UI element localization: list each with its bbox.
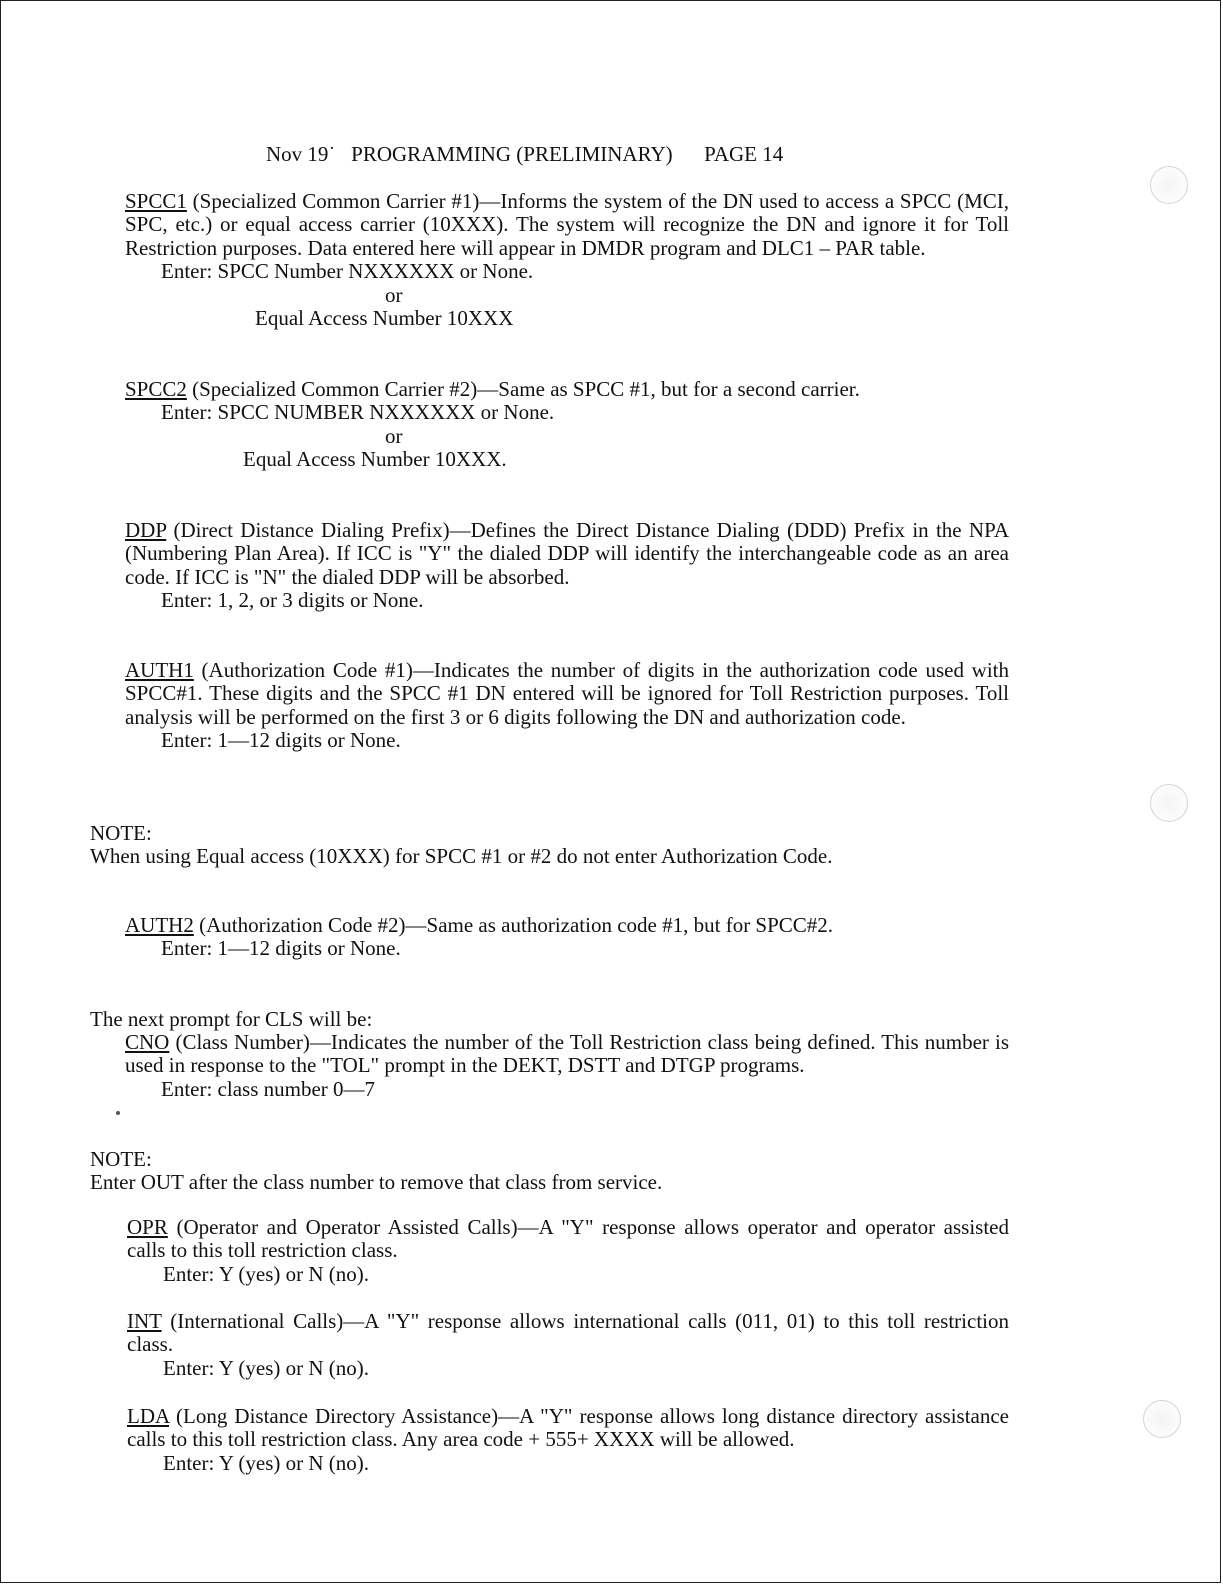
spcc2-term: SPCC2: [125, 377, 187, 401]
spcc2-or: or: [385, 423, 403, 448]
punch-hole-middle: [1150, 784, 1188, 822]
auth1-term: AUTH1: [125, 658, 194, 682]
cno-enter: Enter: class number 0—7: [161, 1076, 376, 1101]
punch-hole-top: [1150, 166, 1188, 204]
note2-label: NOTE:: [90, 1147, 152, 1171]
auth1-section: [125, 659, 1009, 753]
page-header: Nov 19˙ PROGRAMMING (PRELIMINARY) PAGE 14: [266, 142, 784, 166]
note1-text: When using Equal access (10XXX) for SPCC #1 or #2 do not enter Authorization Code.: [90, 844, 833, 869]
opr-enter: Enter: Y (yes) or N (no).: [163, 1261, 370, 1286]
spcc2-description: SPCC2 (Specialized Common Carrier #2)—Same as SPCC #1, but for a second carrier.: [125, 377, 860, 401]
cno-description: CNO (Class Number)—Indicates the number of the Toll Restriction class being defined. This number is used in response to the "TOL" prompt in the DEKT, DSTT and DTGP programs.: [125, 1030, 1009, 1078]
auth2-section: [125, 914, 1009, 961]
spcc1-description: SPCC1 (Specialized Common Carrier #1)—Informs the system of the DN used to access a SPCC (MCI, SPC, etc.) or equal access carrier (10XXX). The system will recognize the DN and ignore it for Toll Restriction purposes. Data entered here will appear in DMDR program and DLC1 – PAR table.: [125, 189, 1009, 260]
note1-section: [90, 822, 1009, 869]
spcc1-or: or: [385, 282, 403, 307]
auth1-description: AUTH1 (Authorization Code #1)—Indicates the number of digits in the authorization code used with SPCC#1. These digits and the SPCC #1 DN entered will be ignored for Toll Restriction purposes. Toll analysis will be performed on the first 3 or 6 digits following the DN and authorization code.: [125, 658, 1009, 729]
auth2-term: AUTH2: [125, 913, 194, 937]
int-enter: Enter: Y (yes) or N (no).: [163, 1355, 370, 1380]
opr-section: [127, 1216, 1009, 1286]
lda-description: LDA (Long Distance Directory Assistance)—A "Y" response allows long distance directory assistance calls to this toll restriction class. Any area code + 555+ XXXX will be allowed.: [127, 1404, 1009, 1452]
lda-section: [127, 1405, 1009, 1475]
ddp-section: [125, 519, 1009, 613]
note2-text: Enter OUT after the class number to remove that class from service.: [90, 1170, 663, 1195]
opr-description: OPR (Operator and Operator Assisted Calls)—A "Y" response allows operator and operator assisted calls to this toll restriction class.: [127, 1215, 1009, 1263]
int-term: INT: [127, 1309, 162, 1333]
cls-intro: The next prompt for CLS will be:: [90, 1007, 373, 1031]
spcc2-section: [125, 378, 1009, 472]
auth2-description: AUTH2 (Authorization Code #2)—Same as authorization code #1, but for SPCC#2.: [125, 913, 834, 937]
ddp-enter: Enter: 1, 2, or 3 digits or None.: [161, 588, 424, 613]
spcc2-enter: Enter: SPCC NUMBER NXXXXXX or None.: [161, 400, 555, 425]
spcc1-term: SPCC1: [125, 189, 187, 213]
spcc1-section: [125, 190, 1009, 330]
spcc1-alt: Equal Access Number 10XXX: [255, 306, 514, 331]
spcc2-alt: Equal Access Number 10XXX.: [243, 447, 507, 472]
note1-label: NOTE:: [90, 821, 152, 845]
opr-term: OPR: [127, 1215, 168, 1239]
lda-enter: Enter: Y (yes) or N (no).: [163, 1450, 370, 1475]
lda-term: LDA: [127, 1404, 169, 1428]
note2-section: [90, 1148, 1009, 1195]
cno-term: CNO: [125, 1030, 170, 1054]
punch-hole-bottom: [1143, 1400, 1181, 1438]
ddp-description: DDP (Direct Distance Dialing Prefix)—Defines the Direct Distance Dialing (DDD) Prefix in the NPA (Numbering Plan Area). If ICC is "Y" the dialed DDP will identify the interchangeable code as an area code. If ICC is "N" the dialed DDP will be absorbed.: [125, 518, 1009, 589]
stray-mark: [116, 1111, 120, 1115]
int-section: [127, 1310, 1009, 1380]
auth1-enter: Enter: 1—12 digits or None.: [161, 728, 401, 753]
auth2-enter: Enter: 1—12 digits or None.: [161, 936, 401, 961]
int-description: INT (International Calls)—A "Y" response allows international calls (011, 01) to this toll restriction class.: [127, 1309, 1009, 1357]
spcc1-enter: Enter: SPCC Number NXXXXXX or None.: [161, 259, 534, 284]
cno-section: [125, 1031, 1009, 1101]
ddp-term: DDP: [125, 518, 167, 542]
